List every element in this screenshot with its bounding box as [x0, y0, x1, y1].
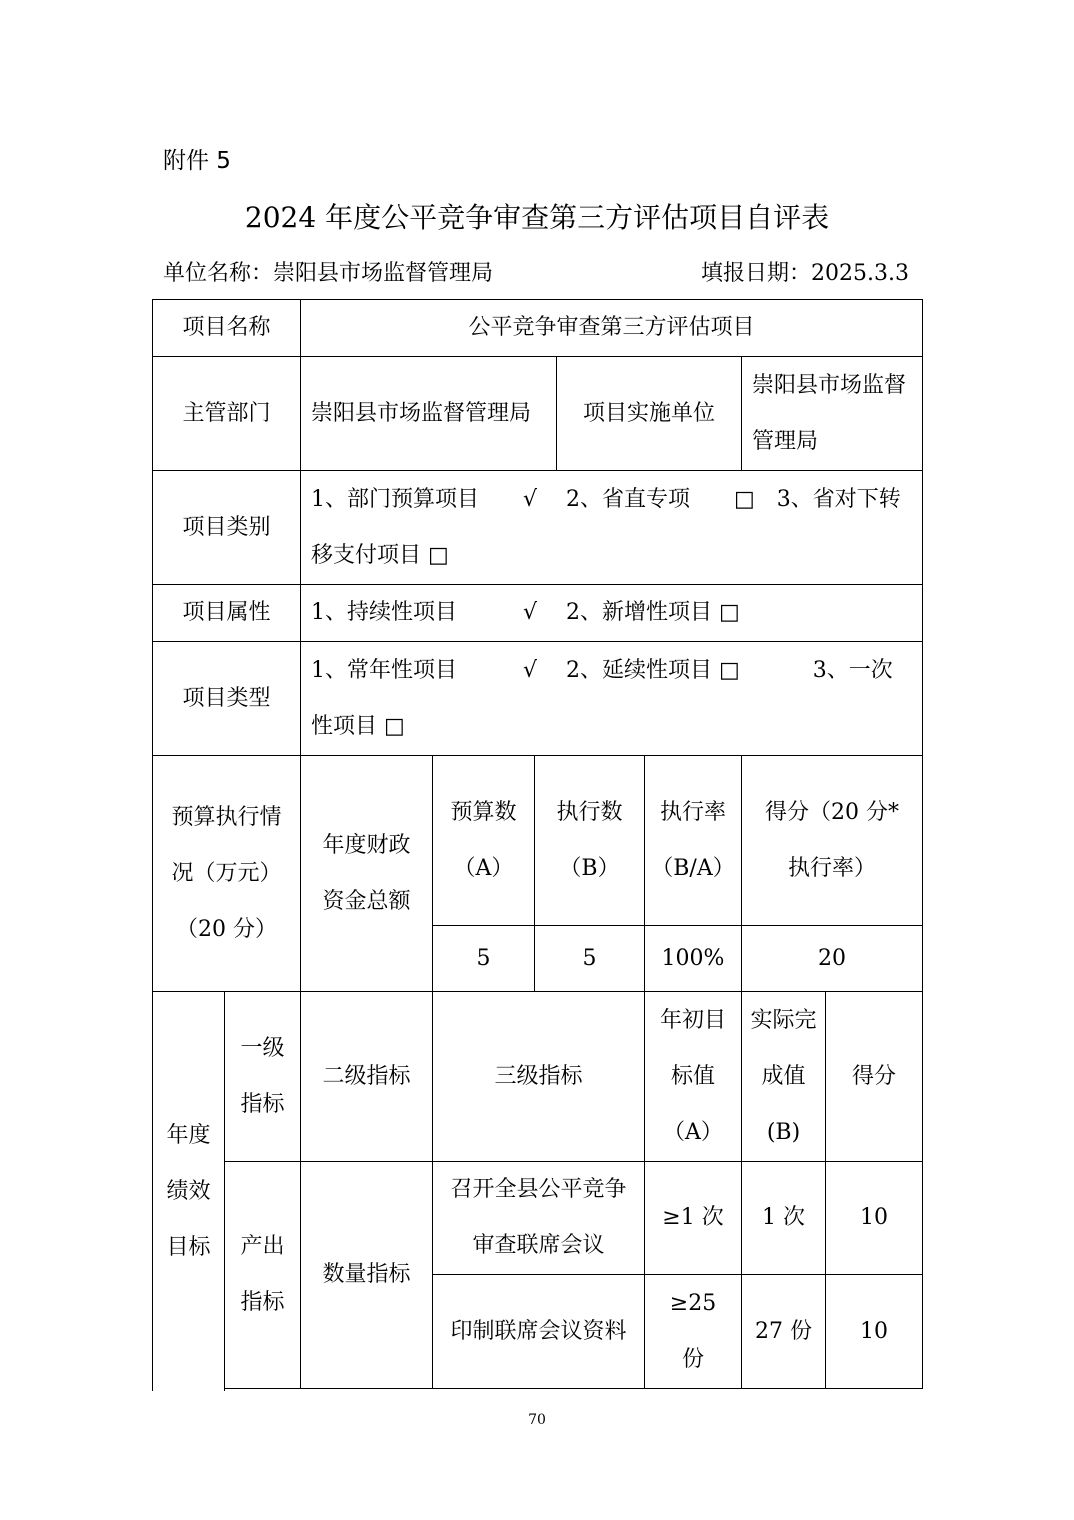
- score-header: 得分: [825, 991, 923, 1162]
- level2-header: 二级指标: [300, 991, 433, 1162]
- page-title: 2024 年度公平竞争审查第三方评估项目自评表: [244, 201, 830, 234]
- level1-output: 产出指标: [224, 1161, 301, 1389]
- project-name-label: 项目名称: [152, 299, 301, 357]
- exec-rate-header: 执行率（B/A）: [644, 755, 742, 926]
- budget-label: 预算执行情况（万元）（20 分）: [152, 755, 301, 992]
- target-value: ≥1 次: [644, 1161, 742, 1275]
- exec-rate-value: 100%: [644, 925, 742, 992]
- level2-quantity: 数量指标: [300, 1161, 433, 1389]
- dept-value: 崇阳县市场监督管理局: [300, 356, 557, 471]
- target-value: ≥25 份: [644, 1274, 742, 1389]
- score-value: 10: [825, 1161, 923, 1275]
- project-name-value: 公平竞争审查第三方评估项目: [300, 299, 923, 357]
- budget-amount-header: 预算数（A）: [432, 755, 535, 926]
- exec-amount-header: 执行数（B）: [534, 755, 645, 926]
- exec-amount-value: 5: [534, 925, 645, 992]
- level3-header: 三级指标: [432, 991, 645, 1162]
- target-header: 年初目标值（A）: [644, 991, 742, 1162]
- attr-label: 项目属性: [152, 584, 301, 642]
- table-row: 印制联席会议资料: [432, 1274, 645, 1389]
- dept-label: 主管部门: [152, 356, 301, 471]
- category-label: 项目类别: [152, 470, 301, 585]
- budget-score-value: 20: [741, 925, 923, 992]
- type-label: 项目类型: [152, 641, 301, 756]
- type-value: 1、常年性项目 √ 2、延续性项目 □ 3、一次性项目 □: [300, 641, 923, 756]
- actual-header: 实际完成值(B): [741, 991, 826, 1162]
- impl-label: 项目实施单位: [556, 356, 742, 471]
- table-row: 召开全县公平竞争审查联席会议: [432, 1161, 645, 1275]
- impl-value: 崇阳县市场监督管理局: [741, 356, 923, 471]
- category-value: 1、部门预算项目 √ 2、省直专项 □ 3、省对下转移支付项目 □: [300, 470, 923, 585]
- level1-header: 一级指标: [224, 991, 301, 1162]
- total-funds-label: 年度财政资金总额: [300, 755, 433, 992]
- fill-date: 填报日期：2025.3.3: [701, 261, 909, 286]
- attr-value: 1、持续性项目 √ 2、新增性项目 □: [300, 584, 923, 642]
- budget-score-header: 得分（20 分*执行率）: [741, 755, 923, 926]
- score-value: 10: [825, 1274, 923, 1389]
- page-number: 70: [528, 1412, 546, 1428]
- budget-amount-value: 5: [432, 925, 535, 992]
- attachment-label: 附件 5: [163, 148, 231, 174]
- actual-value: 27 份: [741, 1274, 826, 1389]
- actual-value: 1 次: [741, 1161, 826, 1275]
- unit-name: 单位名称：崇阳县市场监督管理局: [163, 261, 494, 286]
- perf-goal-label: 年度绩效目标: [152, 991, 225, 1391]
